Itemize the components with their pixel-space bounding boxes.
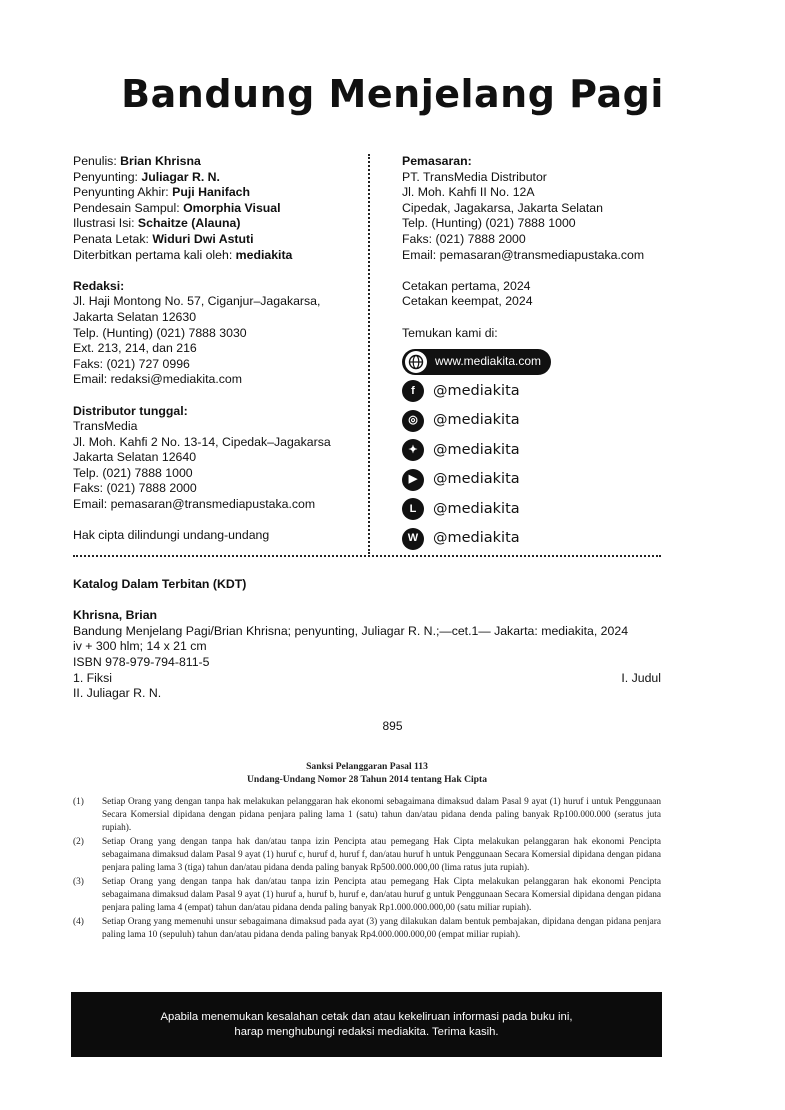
youtube-icon: ▶ [402,469,424,491]
website-link[interactable] [402,347,662,377]
kdt-subject: 1. Fiksi [73,670,112,685]
pemasaran-heading: Pemasaran: [402,154,472,168]
page-number: 895 [382,719,403,733]
pemasaran-line: Jl. Moh. Kahfi II No. 12A [402,185,535,200]
notice-line: harap menghubungi redaksi mediakita. Terima kasih. [234,1025,499,1038]
edition-fourth: Cetakan keempat, 2024 [402,294,533,309]
distributor-line: TransMedia [73,419,138,434]
social-line[interactable] [402,495,662,525]
wattpad-icon: W [402,528,424,550]
distributor-heading: Distributor tunggal: [73,403,188,418]
law-subtitle: Undang-Undang Nomor 28 Tahun 2014 tentang Hak Cipta [247,774,487,785]
publication-credits [73,154,363,544]
kdt-pages: iv + 300 hlm; 14 x 21 cm [73,639,207,654]
social-facebook[interactable] [402,377,662,407]
credit-final-editor: Penyunting Akhir: Puji Hanifach [73,185,251,200]
social-handle: @mediakita [433,441,520,458]
distributor-line: Jakarta Selatan 12640 [73,450,197,465]
distributor-line: Jl. Moh. Kahfi 2 No. 13-14, Cipedak–Jagakarsa [73,434,331,449]
law-item: (2) Setiap Orang yang dengan tanpa hak dan/atau tanpa izin Pencipta atau pemegang Hak Cipta melakukan pelanggaran hak ekonomi Pencipta sebagaimana dimaksud dalam Pasal 9 ayat (1) huruf c, huruf d, huruf f, dan/atau huruf h untuk Penggunaan Secara Komersial dipidana dengan pidana penjara paling lama 3 (tiga) tahun dan/atau pidana denda paling banyak Rp500.000.000,00 (lima ratus juta rupiah). [73,837,661,873]
instagram-icon: ◎ [402,410,424,432]
credit-illustrator: Ilustrasi Isi: Schaitze (Alauna) [73,216,241,231]
credit-cover-designer: Pendesain Sampul: Omorphia Visual [73,200,281,215]
column-divider [368,154,370,554]
facebook-icon: f [402,380,424,402]
kdt-subject-row [73,671,661,687]
distributor-line: Telp. (021) 7888 1000 [73,465,193,480]
social-links [402,347,662,554]
law-items [73,796,661,942]
social-handle: @mediakita [433,412,520,429]
law-item: (3) Setiap Orang yang dengan tanpa hak dan/atau tanpa izin Pencipta atau pemegang Hak Cipta melakukan pelanggaran hak ekonomi Pencipta sebagaimana dimaksud dalam Pasal 9 ayat (1) huruf a, huruf b, huruf e, dan/atau huruf g untuk Penggunaan Secara Komersial dipidana dengan pidana penjara paling lama 4 (empat) tahun dan/atau pidana denda paling banyak Rp1.000.000.000,00 (satu miliar rupiah). [73,877,661,913]
line-icon: L [402,498,424,520]
distributor-line: Faks: (021) 7888 2000 [73,481,197,496]
marketing-info [402,154,662,554]
pemasaran-line: Cipedak, Jagakarsa, Jakarta Selatan [402,200,603,215]
copyright-notice: Hak cipta dilindungi undang-undang [73,528,270,543]
find-us-label: Temukan kami di: [402,325,498,340]
book-title: Bandung Menjelang Pagi [121,72,664,116]
twitter-icon: ✦ [402,439,424,461]
credit-editor: Penyunting: Juliagar R. N. [73,169,220,184]
redaksi-heading: Redaksi: [73,278,125,293]
pemasaran-line: PT. TransMedia Distributor [402,169,547,184]
copyright-law-sanctions [73,760,661,943]
pemasaran-line: Telp. (Hunting) (021) 7888 1000 [402,216,576,231]
pemasaran-line: Faks: (021) 7888 2000 [402,231,526,246]
redaksi-line: Telp. (Hunting) (021) 7888 3030 [73,325,247,340]
notice-line: Apabila menemukan kesalahan cetak dan atau kekeliruan informasi pada buku ini, [160,1010,573,1023]
redaksi-line: Jl. Haji Montong No. 57, Ciganjur–Jagakarsa, [73,294,321,309]
kdt-editor-index: II. Juliagar R. N. [73,686,162,701]
law-item: (4) Setiap Orang yang memenuhi unsur sebagaimana dimaksud pada ayat (3) yang dilakukan dalam bentuk pembajakan, dipidana dengan pidana penjara paling lama 10 (sepuluh) tahun dan/atau pidana denda paling banyak Rp4.000.000.000,00 (empat miliar rupiah). [73,917,661,940]
redaksi-email: Email: redaksi@mediakita.com [73,372,242,387]
distributor-email: Email: pemasaran@transmediapustaka.com [73,497,316,512]
website-url: www.mediakita.com [435,354,542,369]
edition-first: Cetakan pertama, 2024 [402,278,531,293]
errata-notice-banner [71,992,662,1057]
social-youtube[interactable] [402,465,662,495]
social-handle: @mediakita [433,500,520,517]
pemasaran-email: Email: pemasaran@transmediapustaka.com [402,247,645,262]
credit-layout: Penata Letak: Widuri Dwi Astuti [73,231,254,246]
social-instagram[interactable] [402,406,662,436]
redaksi-line: Jakarta Selatan 12630 [73,309,197,324]
social-wattpad[interactable] [402,524,662,554]
law-title: Sanksi Pelanggaran Pasal 113 [306,761,428,772]
kdt-author: Khrisna, Brian [73,608,158,623]
kdt-title-index: I. Judul [621,670,661,685]
social-handle: @mediakita [433,382,520,399]
globe-icon [405,351,427,373]
credit-publisher: Diterbitkan pertama kali oleh: mediakita [73,247,293,262]
social-handle: @mediakita [433,530,520,547]
section-divider [73,555,661,557]
social-twitter[interactable] [402,436,662,466]
credit-writer: Penulis: Brian Khrisna [73,154,201,168]
kdt-heading: Katalog Dalam Terbitan (KDT) [73,577,247,591]
law-item: (1) Setiap Orang yang dengan tanpa hak melakukan pelanggaran hak ekonomi sebagaimana dimaksud dalam Pasal 9 ayat (1) huruf i untuk Penggunaan Secara Komersial dipidana dengan pidana penjara paling lama 1 (satu) tahun dan/atau pidana denda paling banyak Rp100.000.000 (seratus juta rupiah). [73,797,661,833]
kdt-isbn: ISBN 978-979-794-811-5 [73,654,210,669]
social-handle: @mediakita [433,471,520,488]
redaksi-line: Faks: (021) 727 0996 [73,356,190,371]
website-pill[interactable] [402,349,551,375]
redaksi-line: Ext. 213, 214, dan 216 [73,341,197,356]
kdt-description: Bandung Menjelang Pagi/Brian Khrisna; penyunting, Juliagar R. N.;—cet.1— Jakarta: mediakita, 2024 [73,623,629,638]
catalog-in-publication [73,577,661,702]
